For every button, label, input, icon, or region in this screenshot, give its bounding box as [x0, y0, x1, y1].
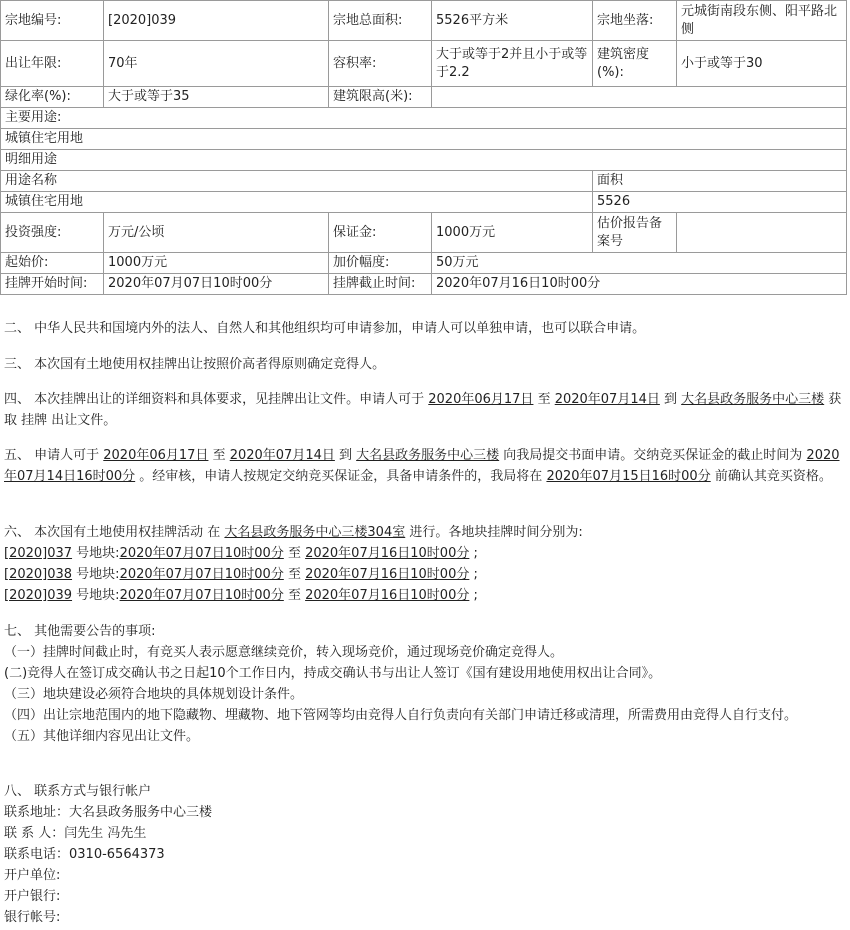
appraisal-no-value: [677, 213, 847, 253]
account-number: 银行帐号:: [4, 910, 61, 925]
parcel-schedule-text: 至: [283, 546, 306, 561]
date-link[interactable]: 2020年06月17日: [428, 392, 534, 407]
section-5-text: 至: [208, 448, 230, 463]
parcel-no-label: 宗地编号:: [1, 1, 104, 41]
date-link[interactable]: 2020年07月16日10时00分: [305, 546, 470, 561]
increment-value: 50万元: [432, 253, 847, 274]
section-4: [4, 389, 846, 431]
section-2: 二、 中华人民共和国境内外的法人、自然人和其他组织均可申请参加，申请人可以单独申请，也可以联合申请。: [4, 321, 646, 336]
parcel-schedule-text: 号地块:: [72, 567, 120, 582]
table-row: [1, 1, 847, 41]
listing-end-label: 挂牌截止时间:: [329, 274, 432, 295]
notice-item: (二)竞得人在签订成交确认书之日起10个工作日内，持成交确认书与出让人签订《国有建设用地使用权出让合同》。: [4, 666, 662, 681]
deposit-label: 保证金:: [329, 213, 432, 253]
table-row: [1, 129, 847, 150]
use-name-header: 用途名称: [1, 171, 593, 192]
section-7: [4, 621, 846, 747]
parcel-id-link[interactable]: [2020]038: [4, 567, 73, 582]
investment-value: 万元/公顷: [104, 213, 329, 253]
contact-address: 联系地址：大名县政务服务中心三楼: [4, 805, 213, 820]
table-row: [1, 108, 847, 129]
area-value: 5526: [593, 192, 847, 213]
section-5-text: 向我局提交书面申请。交纳竞买保证金的截止时间为: [499, 448, 807, 463]
table-row: [1, 274, 847, 295]
use-name-value: 城镇住宅用地: [1, 192, 593, 213]
location-value: 元城街南段东侧、阳平路北侧: [677, 1, 847, 41]
parcel-info-table: [0, 0, 847, 295]
start-price-value: 1000万元: [104, 253, 329, 274]
listing-end-value: 2020年07月16日10时00分: [432, 274, 847, 295]
area-header: 面积: [593, 171, 847, 192]
section-3: 三、 本次国有土地使用权挂牌出让按照价高者得原则确定竞得人。: [4, 357, 386, 372]
section-6-intro: [4, 522, 846, 543]
section-5-text: 前确认其竞买资格。: [710, 469, 832, 484]
section-6-text: 六、 本次国有土地使用权挂牌活动 在: [4, 525, 225, 540]
section-6-text: 进行。各地块挂牌时间分别为:: [405, 525, 583, 540]
table-row: [1, 213, 847, 253]
section-4-text: 至: [533, 392, 555, 407]
table-row: [1, 41, 847, 87]
date-link[interactable]: 2020年07月07日10时00分: [119, 588, 284, 603]
parcel-schedule-row: [4, 564, 846, 585]
section-7-heading: 七、 其他需要公告的事项:: [4, 624, 156, 639]
plot-ratio-value: 大于或等于2并且小于或等于2.2: [432, 41, 593, 87]
date-link[interactable]: 2020年07月07日10时00分: [119, 546, 284, 561]
place-link[interactable]: 大名县政务服务中心三楼304室: [224, 525, 406, 540]
notice-item: （四）出让宗地范围内的地下隐藏物、埋藏物、地下管网等均由竞得人自行负责向有关部门申请迁移或清理，所需费用由竞得人自行支付。: [4, 708, 798, 723]
account-unit: 开户单位:: [4, 868, 61, 883]
date-link[interactable]: 2020年06月17日: [103, 448, 209, 463]
detail-use-label: 明细用途: [1, 150, 847, 171]
place-link[interactable]: 大名县政务服务中心三楼: [356, 448, 500, 463]
date-link[interactable]: 2020年07月07日10时00分: [119, 567, 284, 582]
parcel-schedule-text: 至: [283, 588, 306, 603]
parcel-schedule-text: ;: [469, 567, 478, 582]
deadline-link[interactable]: 2020年07月15日16时00分: [546, 469, 711, 484]
notice-item: （五）其他详细内容见出让文件。: [4, 729, 200, 744]
place-link[interactable]: 大名县政务服务中心三楼: [681, 392, 825, 407]
total-area-label: 宗地总面积:: [329, 1, 432, 41]
parcel-no-value: [2020]039: [104, 1, 329, 41]
section-5-text: 。经审核，申请人按规定交纳竞买保证金，具备申请条件的，我局将在: [135, 469, 547, 484]
increment-label: 加价幅度:: [329, 253, 432, 274]
building-density-label: 建筑密度(%):: [593, 41, 677, 87]
plot-ratio-label: 容积率:: [329, 41, 432, 87]
location-label: 宗地坐落:: [593, 1, 677, 41]
investment-label: 投资强度:: [1, 213, 104, 253]
section-5-text: 到: [334, 448, 357, 463]
date-link[interactable]: 2020年07月14日: [229, 448, 335, 463]
table-row: [1, 253, 847, 274]
section-6: [4, 522, 846, 606]
section-5-text: 五、 申请人可于: [4, 448, 104, 463]
section-4-text: 四、 本次挂牌出让的详细资料和具体要求，见挂牌出让文件。申请人可于: [4, 392, 429, 407]
green-ratio-label: 绿化率(%):: [1, 87, 104, 108]
table-row: [1, 192, 847, 213]
parcel-id-link[interactable]: [2020]039: [4, 588, 73, 603]
date-link[interactable]: 2020年07月14日: [554, 392, 660, 407]
contact-person: 联 系 人：闫先生 冯先生: [4, 826, 147, 841]
parcel-schedule-row: [4, 543, 846, 564]
table-row: [1, 171, 847, 192]
deposit-value: 1000万元: [432, 213, 593, 253]
parcel-schedule-text: 至: [283, 567, 306, 582]
main-use-label: 主要用途:: [1, 108, 847, 129]
parcel-schedule-text: 号地块:: [72, 546, 120, 561]
building-density-value: 小于或等于30: [677, 41, 847, 87]
section-8: [4, 781, 846, 928]
parcel-schedule-text: ;: [469, 546, 478, 561]
term-label: 出让年限:: [1, 41, 104, 87]
section-4-text: 获取 挂牌 出让文件。: [4, 392, 842, 428]
table-row: [1, 87, 847, 108]
parcel-schedule-text: 号地块:: [72, 588, 120, 603]
notice-item: （三）地块建设必须符合地块的具体规划设计条件。: [4, 687, 304, 702]
parcel-id-link[interactable]: [2020]037: [4, 546, 73, 561]
listing-start-label: 挂牌开始时间:: [1, 274, 104, 295]
section-8-heading: 八、 联系方式与银行帐户: [4, 784, 152, 799]
height-limit-label: 建筑限高(米):: [329, 87, 432, 108]
term-value: 70年: [104, 41, 329, 87]
start-price-label: 起始价:: [1, 253, 104, 274]
contact-phone: 联系电话：0310-6564373: [4, 847, 165, 862]
parcel-schedule-row: [4, 585, 846, 606]
section-5: [4, 445, 846, 487]
appraisal-no-label: 估价报告备案号: [593, 213, 677, 253]
parcel-schedule-text: ;: [469, 588, 478, 603]
height-limit-value: [432, 87, 847, 108]
main-use-value: 城镇住宅用地: [1, 129, 847, 150]
deadline-link[interactable]: 2020年07月14日16时00分: [4, 448, 840, 484]
total-area-value: 5526平方米: [432, 1, 593, 41]
section-4-text: 到: [659, 392, 682, 407]
table-row: [1, 150, 847, 171]
listing-start-value: 2020年07月07日10时00分: [104, 274, 329, 295]
account-bank: 开户银行:: [4, 889, 61, 904]
green-ratio-value: 大于或等于35: [104, 87, 329, 108]
date-link[interactable]: 2020年07月16日10时00分: [305, 588, 470, 603]
date-link[interactable]: 2020年07月16日10时00分: [305, 567, 470, 582]
notice-item: （一）挂牌时间截止时，有竞买人表示愿意继续竞价，转入现场竞价，通过现场竞价确定竞得人。: [4, 645, 564, 660]
